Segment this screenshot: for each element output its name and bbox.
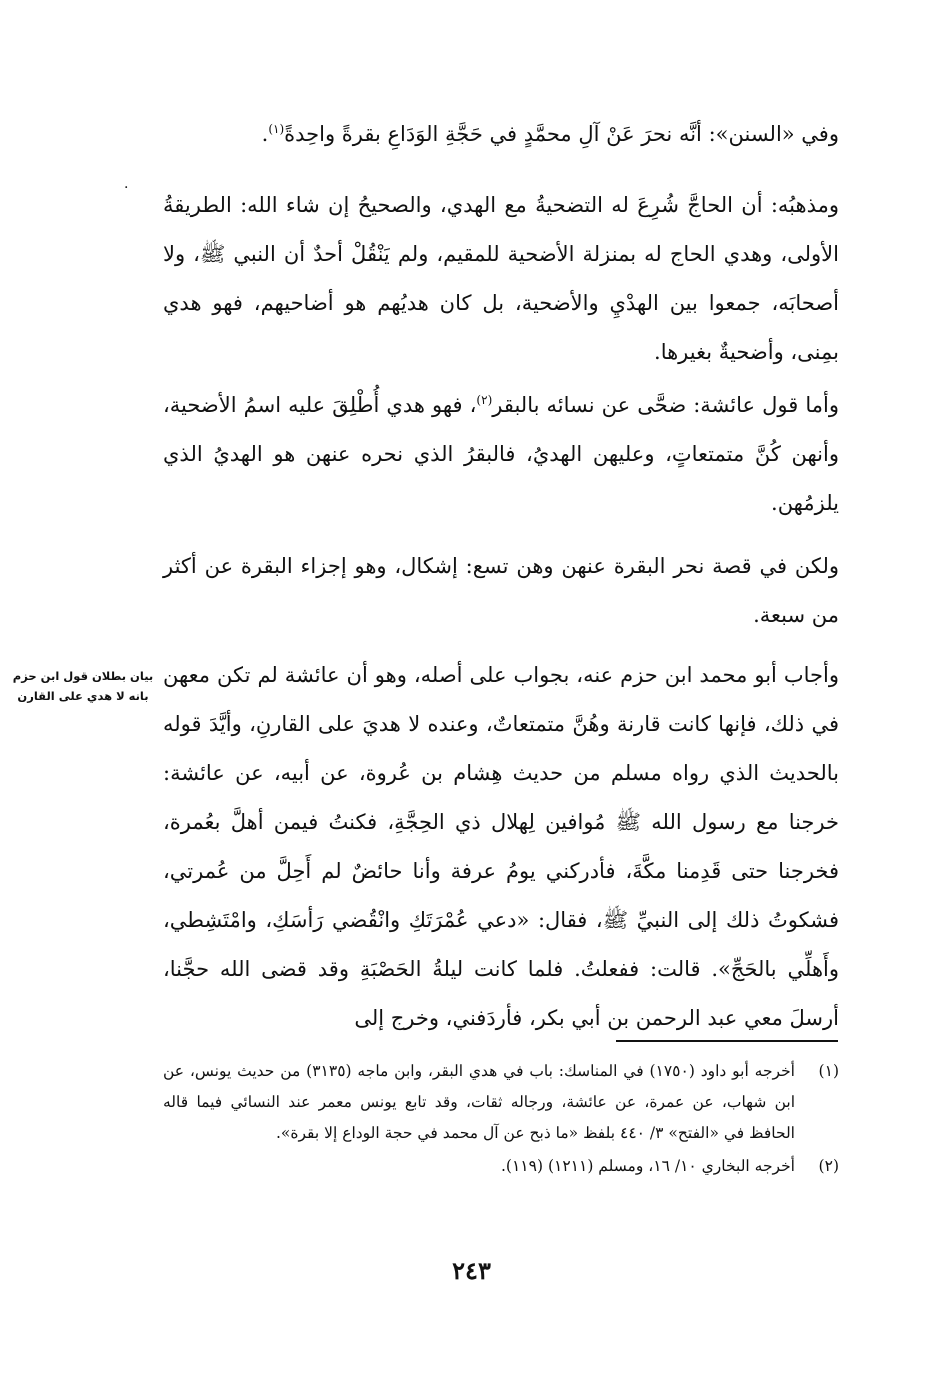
- margin-note-line: بيان بطلان قول ابن حزم: [12, 669, 154, 683]
- paragraph-text: ومذهبُه: أن الحاجَّ شُرِعَ له التضحيةُ مع الهدي، والصحيحُ إن شاء الله: الطريقةُ الأولى، وهدي الحاج له بمنزلة الأضحية للمقيم، ولم يَنْقُلْ أحدٌ أن النبي ﷺ، ولا أصحابَه، جمعوا بين الهدْيِ والأضحية، بل كان هديُهم هو أضاحيهم، فهو هدي بمِنى، وأضحيةٌ بغيرها.: [163, 193, 839, 364]
- footnotes: [163, 1056, 839, 1184]
- paragraph-ibn-hazm: [163, 651, 839, 1043]
- stray-dot: ·: [124, 180, 129, 196]
- paragraph-sunan: [163, 110, 839, 159]
- footnote-ref-2[interactable]: (٢): [476, 393, 493, 407]
- footnote-text: أخرجه أبو داود (١٧٥٠) في المناسك: باب في هدي البقر، وابن ماجه (٣١٣٥) من حديث يونس، عن ابن شهاب، عن عمرة، عن عائشة، ورجاله ثقات، وقد تابع يونس معمر عند النسائي فيما قاله الحافظ في «الفتح» ٣/ ٤٤٠ بلفظ «ما ذبح عن آل محمد في حجة الوداع إلا بقرة».: [163, 1062, 795, 1142]
- footnote: [163, 1056, 839, 1149]
- paragraph-tail: ، فهو هدي أُطْلِقَ عليه اسمُ الأضحية، وأنهن كُنَّ متمتعاتٍ، وعليهن الهديُ، فالبقرُ الذي نحره عنهن هو الهديُ الذي يلزمُهن.: [163, 393, 839, 515]
- page-number: ٢٤٣: [452, 1256, 491, 1285]
- paragraph-tail: .: [261, 122, 269, 146]
- margin-note-line: بانه لا هدي على القارن: [17, 689, 149, 703]
- paragraph-ishkal: [163, 542, 839, 640]
- footnote-number: (٢): [818, 1157, 839, 1175]
- paragraph-text: ولكن في قصة نحر البقرة عنهن وهن تسع: إشكال، وهو إجزاء البقرة عن أكثر من سبعة.: [163, 554, 839, 627]
- paragraph-text: وفي «السنن»: أنَّه نحرَ عَنْ آلِ محمَّدٍ في حَجَّةِ الوَدَاعِ بقرةً واحِدةً: [284, 122, 839, 146]
- paragraph-madhhab: [163, 181, 839, 377]
- margin-note: [6, 666, 160, 706]
- paragraph-text: وأجاب أبو محمد ابن حزم عنه، بجواب على أصله، وهو أن عائشة لم تكن معهن في ذلك، فإنها كانت قارنة وهُنَّ متمتعاتٌ، وعنده لا هديَ على القارنِ، وأيَّدَ قوله بالحديث الذي رواه مسلم من حديث هِشام بن عُروة، عن أبيه، عن عائشة: خرجنا مع رسول الله ﷺ مُوافين لِهلال ذي الحِجَّةِ، فكنتُ فيمن أهلَّ بعُمرة، فخرجنا حتى قَدِمنا مكَّةَ، فأدركني يومُ عرفة وأنا حائضٌ لم أَحِلَّ من عُمرتي، فشكوتُ ذلك إلى النبيِّ ﷺ، فقال: «دعي عُمْرَتَكِ وانْقُضي رَأسَكِ، وامْتَشِطي، وأَهلِّي بالحَجِّ». قالت: ففعلتُ. فلما كانت ليلةُ الحَصْبَةِ وقد قضى الله حجَّنا، أرسلَ معي عبد الرحمن بن أبي بكر، فأردَفني، وخرج إلى: [163, 663, 839, 1030]
- footnote: [163, 1151, 839, 1182]
- paragraph-aisha: [163, 381, 839, 528]
- footnote-ref-1[interactable]: (١): [268, 122, 285, 136]
- footnote-divider: [616, 1040, 838, 1042]
- footnote-number: (١): [818, 1062, 839, 1080]
- paragraph-text: وأما قول عائشة: ضحَّى عن نسائه بالبقر: [492, 393, 839, 417]
- footnote-text: أخرجه البخاري ١٠/ ١٦، ومسلم (١٢١١) (١١٩).: [501, 1157, 795, 1175]
